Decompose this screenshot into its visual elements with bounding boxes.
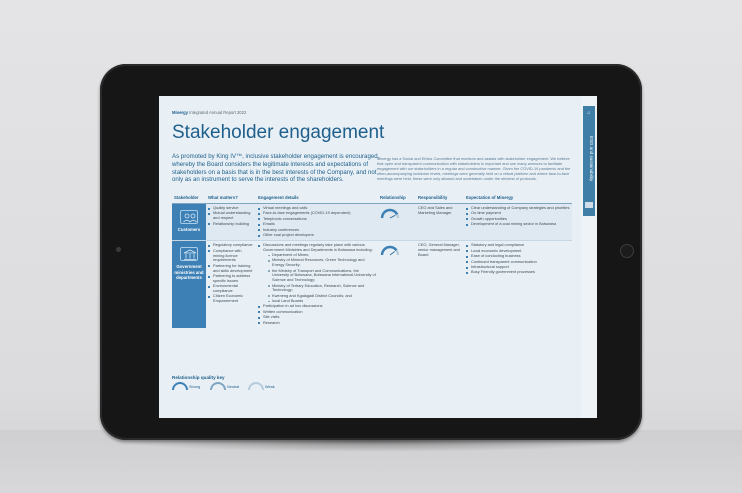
sub-list-item: the Ministry of Transport and Communications, the University of Botswana, Botswana International University of Science and Technology; [268,269,376,283]
list-item: Ease of conducting business [466,254,570,259]
responsibility-cell: CEO, General Manager, senior management and Board [416,241,464,328]
brand-name: Minergy [172,110,189,115]
table-header-row [172,194,572,204]
page-title: Stakeholder engagement [172,122,385,143]
expectation-cell [464,204,572,241]
list-item: Partnering for training and skills development [208,264,254,274]
header-responsibility: Responsibility [416,194,464,204]
report-page [159,96,581,418]
gauge-needle [390,252,395,256]
intro-paragraph: As promoted by King IV™, inclusive stakeholder engagement is encouraged, whereby the Board considers the legitimate interests and expectations of stakeholders on a basis that is in the best interests of the Company, and not only as an instrument to serve the interests of the shareholders. [172,153,380,184]
list-item: Participation in ad hoc discussions [258,304,376,309]
list-item: Emails [258,222,376,227]
list-item: Development of a coal mining sector in Botswana [466,222,570,227]
list-item: Continued transparent communication [466,260,570,265]
government-building-icon [180,247,198,261]
stakeholder-table [172,194,572,328]
key-items [172,382,275,394]
customers-icon [180,210,198,224]
list-item: Telephonic conversations [258,217,376,222]
list-item: Local economic development [466,249,570,254]
relationship-gauge [380,208,400,219]
list-item: Busy Friendly government processes [466,270,570,275]
list-item: On-time payment [466,211,570,216]
stakeholder-name: Government ministries and departments [174,264,204,280]
intro-right-paragraph: Minergy has a Social and Ethics Committee that monitors and assists with stakeholder engagement. We believe that open and transparent communication with stakeholders is important and use many avenues to facilitate engagement with our stakeholders in a regular and constructive manner. Given the COVID-19 pandemic and the often-accompanying lockdown levels, meetings were generally held on a virtual platform and where face-to-face meetings were held, these were only allowed and undertaken under the strictest of protocols. [377,156,571,181]
list-item: Relationship building [208,222,254,227]
header-what-matters: What matters? [206,194,256,204]
key-label: Weak [265,385,275,389]
relationship-cell [378,204,416,241]
gauge-needle [390,215,395,218]
home-icon[interactable]: ⌂ [587,110,591,116]
sub-list-item: Ministry of Mineral Resources, Green Technology and Energy Security; [268,258,376,268]
gauge-fill [382,247,396,255]
stakeholder-cell [172,204,206,241]
list-item: Quality service [208,206,254,211]
what-matters-cell [206,241,256,328]
header-engagement-details: Engagement details [256,194,378,204]
side-tab-label: ESG and sustainability [589,136,594,182]
list-item: Site visits [258,315,376,320]
list-item: Clear understanding of Company strategies and priorities [466,206,570,211]
list-item: Infrastructural support [466,265,570,270]
list-item: Compliance with mining licence requirements [208,249,254,263]
list-item: Face-to-face engagements (COVID-19 dependent) [258,211,376,216]
what-matters-cell [206,204,256,241]
list-item: Mutual understanding and respect [208,211,254,221]
stakeholder-name: Customers [177,227,201,232]
report-name: Integrated Annual Report 2022 [189,110,247,115]
home-button[interactable] [620,244,634,258]
side-tab-marker [585,202,593,208]
list-item: Partnering to address specific issues [208,274,254,284]
table-row [172,204,572,241]
list-item: Citizen Economic Empowerment [208,294,254,304]
table-row [172,241,572,328]
relationship-cell [378,241,416,328]
header-stakeholder: Stakeholder [172,194,206,204]
section-side-tab[interactable] [581,96,597,418]
sub-list-item: Department of Mines; [268,253,376,258]
header-relationship: Relationship [378,194,416,204]
list-item: Growth opportunities [466,217,570,222]
stakeholder-cell [172,241,206,328]
responsibility-cell: CEO and Sales and Marketing Manager [416,204,464,241]
header-expectation: Expectation of Minergy [464,194,572,204]
key-label: Strong [189,385,201,389]
list-item: Statutory and legal compliance [466,243,570,248]
list-item: Regulatory compliance [208,243,254,248]
sub-list-item: local Land Boards [268,299,376,304]
list-item: Other coal project developers [258,233,376,238]
list-item: Industry conferences [258,228,376,233]
relationship-key [172,375,275,389]
engagement-lead: Discussions and meetings regularly take place with various Government Ministries and Departments in Botswana including: [263,242,373,253]
list-item [258,243,376,304]
engagement-cell [256,241,378,328]
relationship-gauge [380,245,400,256]
key-title: Relationship quality key [172,375,225,380]
camera-icon [116,247,121,252]
sub-list-item: Kweneng and Kgalagadi District Councils; and [268,294,376,299]
running-header [172,110,246,115]
tablet-screen [159,96,597,418]
list-item: Research [258,321,376,326]
key-label: Neutral [227,385,240,389]
sub-list-item: Ministry of Tertiary Education, Research, Science and Technology; [268,284,376,294]
list-item: Virtual meetings and calls [258,206,376,211]
list-item: Written communication [258,310,376,315]
engagement-cell [256,204,378,241]
expectation-cell [464,241,572,328]
list-item: Environmental compliance [208,284,254,294]
